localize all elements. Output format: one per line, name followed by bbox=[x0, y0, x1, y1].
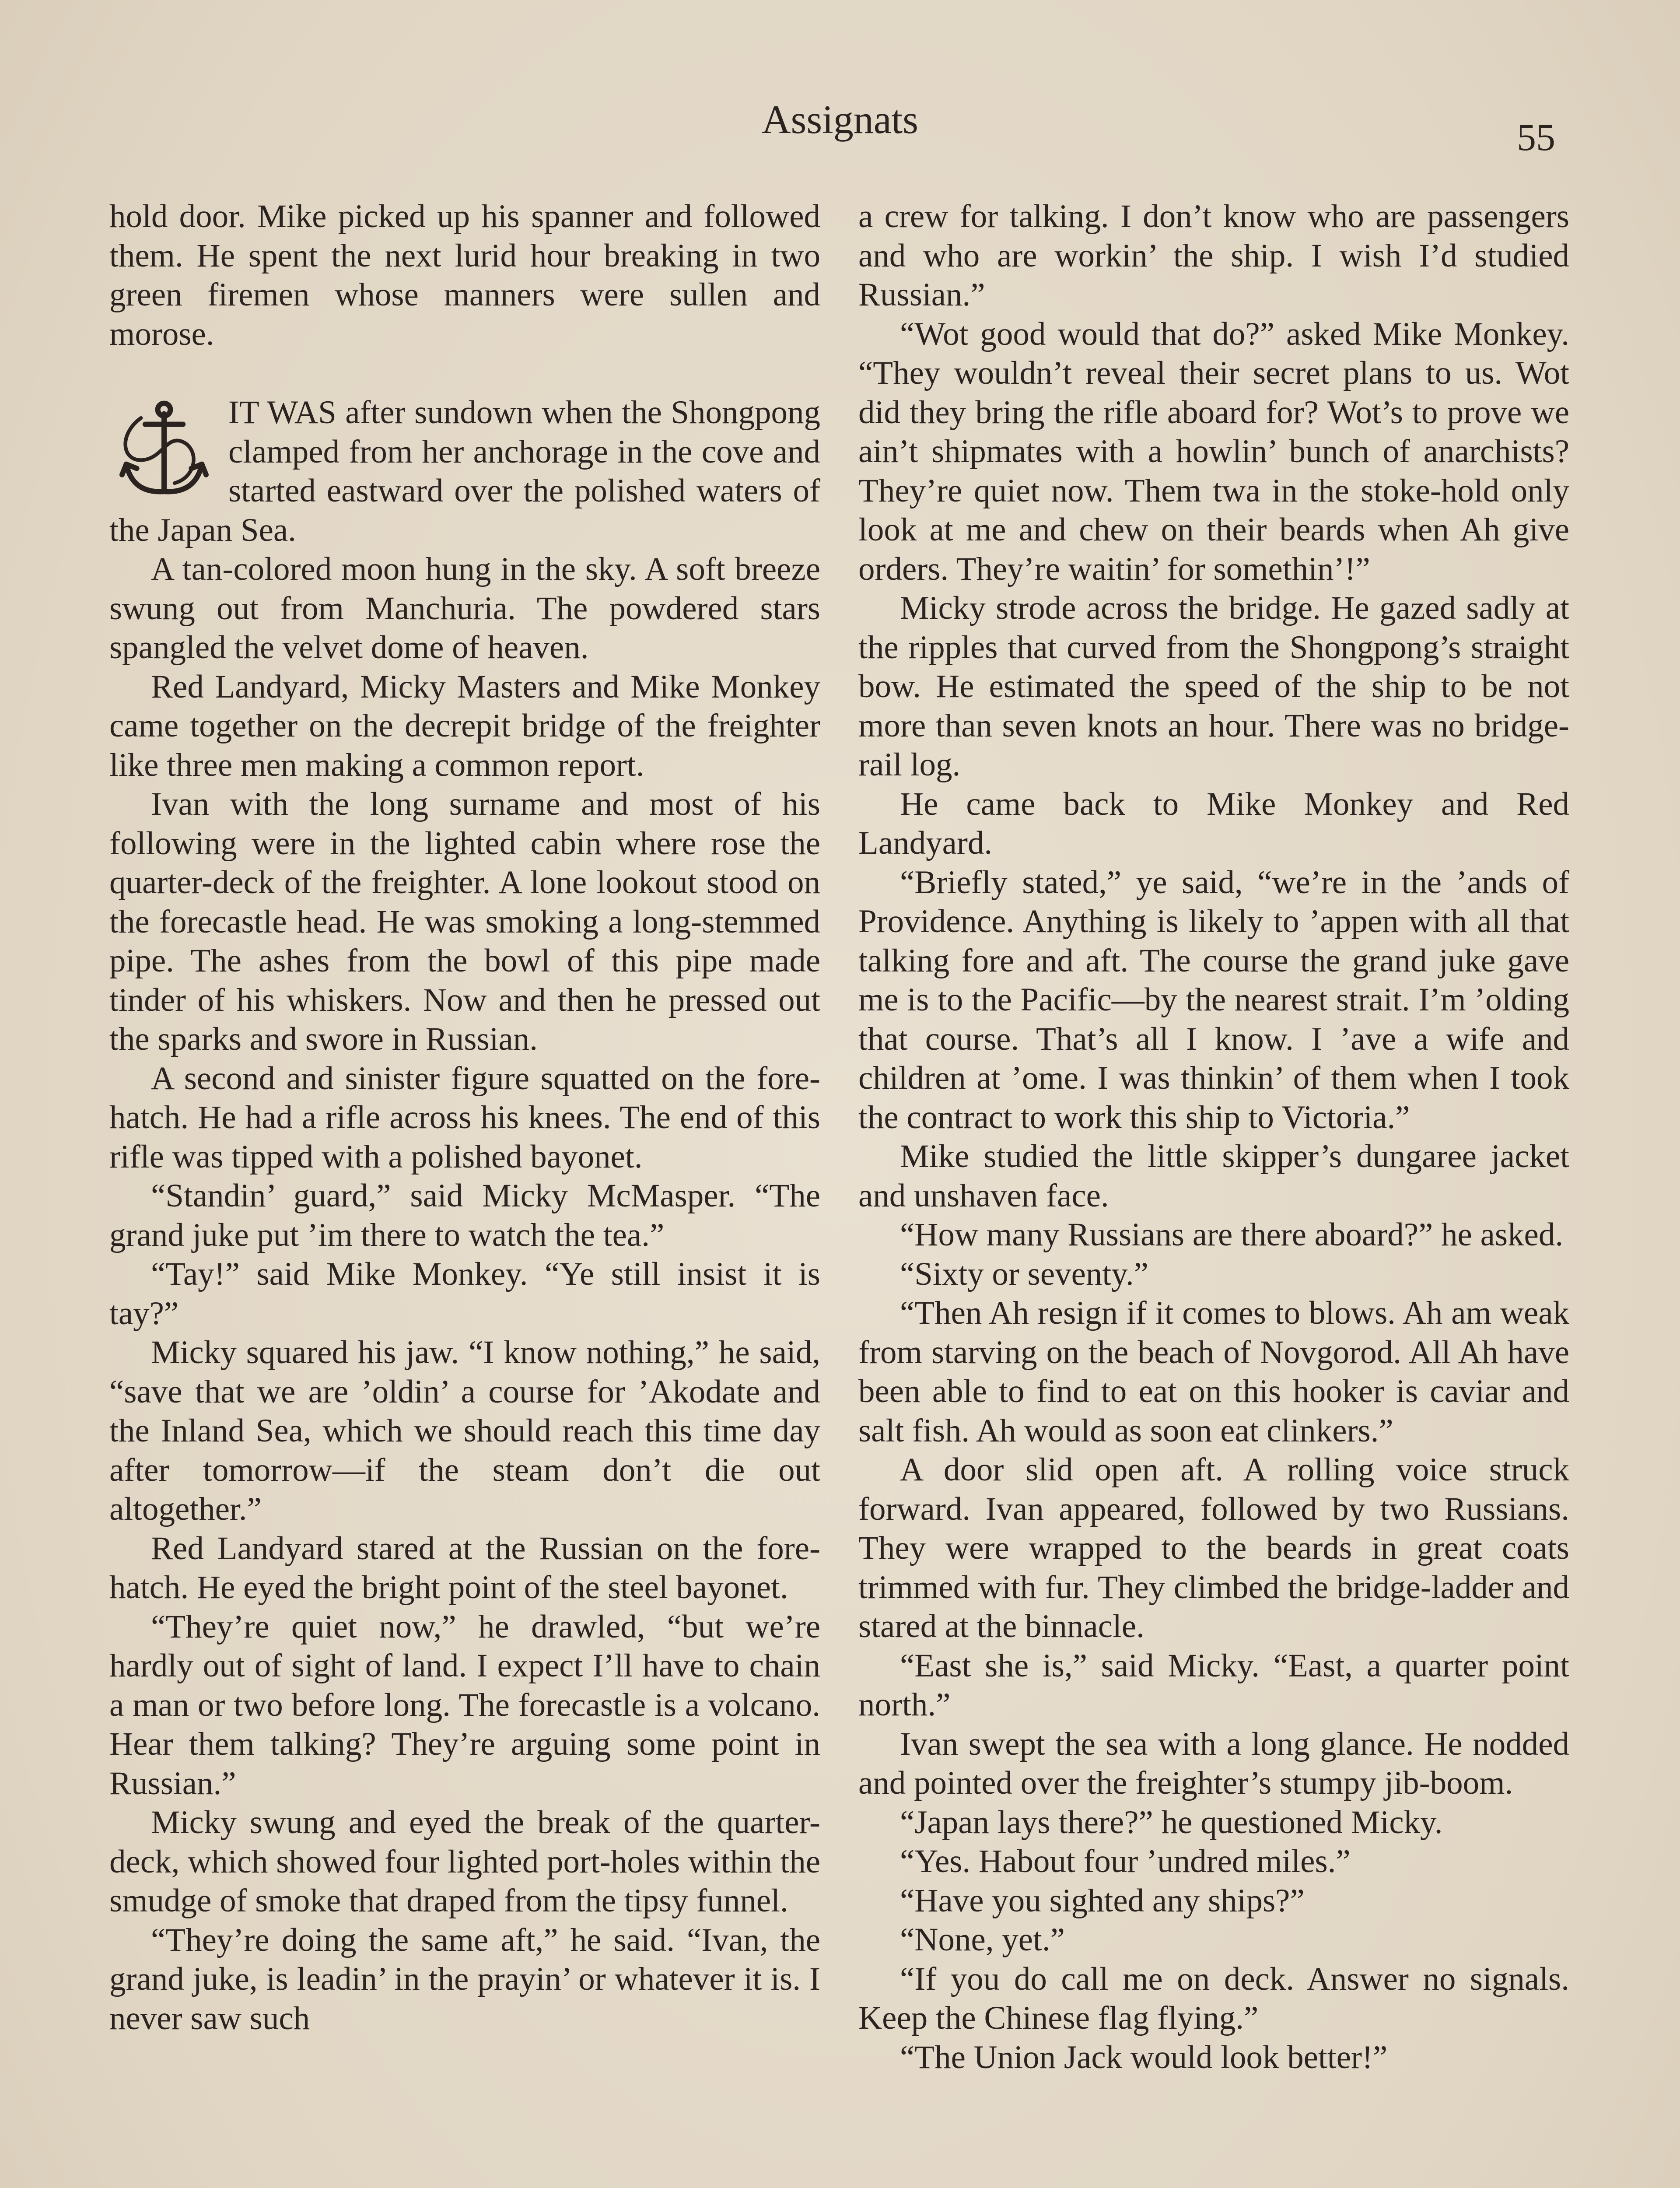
paragraph: “Tay!” said Mike Monkey. “Ye still insist it is tay?” bbox=[109, 1256, 820, 1332]
paragraph: A tan-colored moon hung in the sky. A soft breeze swung out from Manchuria. The powdered stars spangled the velvet dome of heaven. bbox=[109, 551, 820, 666]
paragraph: Ivan swept the sea with a long glance. He nodded and pointed over the freighter’s stumpy jib-boom. bbox=[858, 1725, 1569, 1801]
paragraph: “Japan lays there?” he questioned Micky. bbox=[900, 1804, 1443, 1841]
paragraph: “Standin’ guard,” said Micky McMasper. “The grand juke put ’im there to watch the tea.” bbox=[109, 1178, 820, 1253]
paragraph: “Have you sighted any ships?” bbox=[900, 1882, 1305, 1919]
left-column bbox=[109, 197, 820, 2038]
paragraph: “Then Ah resign if it comes to blows. Ah am weak from starving on the beach of Novgorod. All Ah have been able to find to eat on this hooker is caviar and salt fish. Ah would as soon eat clinkers.” bbox=[858, 1295, 1569, 1449]
paragraph: Micky strode across the bridge. He gazed sadly at the ripples that curved from the Shongpong’s straight bow. He estimated the speed of the ship to be not more than seven knots an hour. There was no bridge-rail log. bbox=[858, 590, 1569, 783]
paragraph: Red Landyard stared at the Russian on the fore-hatch. He eyed the bright point of the steel bayonet. bbox=[109, 1530, 820, 1606]
paragraph: Ivan with the long surname and most of his following were in the lighted cabin where rose the quarter-deck of the freighter. A lone lookout stood on the forecastle head. He was smoking a long-stemmed pipe. The ashes from the bowl of this pipe made tinder of his whiskers. Now and then he pressed out the sparks and swore in Russian. bbox=[109, 786, 820, 1057]
paragraph: “They’re quiet now,” he drawled, “but we’re hardly out of sight of land. I expect I’ll have to chain a man or two before long. The forecastle is a volcano. Hear them talking? They’re arguing some point in Russian.” bbox=[109, 1608, 820, 1802]
paragraph: “None, yet.” bbox=[900, 1922, 1065, 1958]
right-column bbox=[858, 197, 1569, 2077]
paragraph: Mike studied the little skipper’s dungaree jacket and unshaven face. bbox=[858, 1138, 1569, 1214]
paragraph: “Wot good would that do?” asked Mike Monkey. “They wouldn’t reveal their secret plans to us. Wot did they bring the rifle aboard for? Wot’s to prove we ain’t shipmates with a howlin’ bunch of anarchists? They’re quiet now. Them twa in the stoke-hold only look at me and chew on their beards when Ah give orders. They’re waitin’ for somethin’!” bbox=[858, 316, 1569, 587]
paragraph: hold door. Mike picked up his spanner and followed them. He spent the next lurid hour breaking in two green firemen whose manners were sullen and morose. bbox=[109, 198, 820, 352]
paragraph: “They’re doing the same aft,” he said. “Ivan, the grand juke, is leadin’ in the prayin’ or whatever it is. I never saw such bbox=[109, 1922, 820, 2037]
paragraph: Micky swung and eyed the break of the quarter-deck, which showed four lighted port-holes within the smudge of smoke that draped from the tipsy funnel. bbox=[109, 1804, 820, 1919]
section-opening-paragraph bbox=[109, 393, 820, 550]
running-title: Assignats bbox=[762, 97, 918, 142]
paragraph: “How many Russians are there aboard?” he asked. bbox=[900, 1217, 1564, 1253]
page-number: 55 bbox=[1517, 116, 1555, 159]
paragraph-text: IT WAS after sundown when the Shongpong clamped from her anchorage in the cove and started eastward over the polished waters of the Japan Sea. bbox=[109, 394, 820, 548]
paragraph: “Sixty or seventy.” bbox=[900, 1255, 1148, 1292]
anchor-rope-icon bbox=[109, 399, 219, 504]
paragraph: He came back to Mike Monkey and Red Landyard. bbox=[858, 785, 1569, 861]
paragraph: “If you do call me on deck. Answer no signals. Keep the Chinese flag flying.” bbox=[858, 1960, 1569, 2036]
paragraph: “The Union Jack would look better!” bbox=[900, 2039, 1388, 2076]
paragraph: Micky squared his jaw. “I know nothing,” he said, “save that we are ’oldin’ a course for ’Akodate and the Inland Sea, which we should reach this time day after tomorrow—if the steam don’t die out altogether.” bbox=[109, 1334, 820, 1527]
paragraph: Red Landyard, Micky Masters and Mike Monkey came together on the decrepit bridge of the freighter like three men making a common report. bbox=[109, 668, 820, 783]
paragraph: A second and sinister figure squatted on the fore-hatch. He had a rifle across his knees. The end of this rifle was tipped with a polished bayonet. bbox=[109, 1060, 820, 1175]
paragraph: A door slid open aft. A rolling voice struck forward. Ivan appeared, followed by two Russians. They were wrapped to the beards in great coats trimmed with fur. They climbed the bridge-ladder and stared at the binnacle. bbox=[858, 1452, 1569, 1645]
paragraph: a crew for talking. I don’t know who are passengers and who are workin’ the ship. I wish I’d studied Russian.” bbox=[858, 198, 1569, 313]
paragraph: “Yes. Habout four ’undred miles.” bbox=[900, 1843, 1351, 1879]
paragraph: “East she is,” said Micky. “East, a quarter point north.” bbox=[858, 1647, 1569, 1723]
paragraph: “Briefly stated,” ye said, “we’re in the ’ands of Providence. Anything is likely to ’appen with all that talking fore and aft. The course the grand juke gave me is to the Pacific—by the nearest strait. I’m ’olding that course. That’s all I know. I ’ave a wife and children at ’ome. I was thinkin’ of them when I took the contract to work this ship to Victoria.” bbox=[858, 864, 1569, 1136]
